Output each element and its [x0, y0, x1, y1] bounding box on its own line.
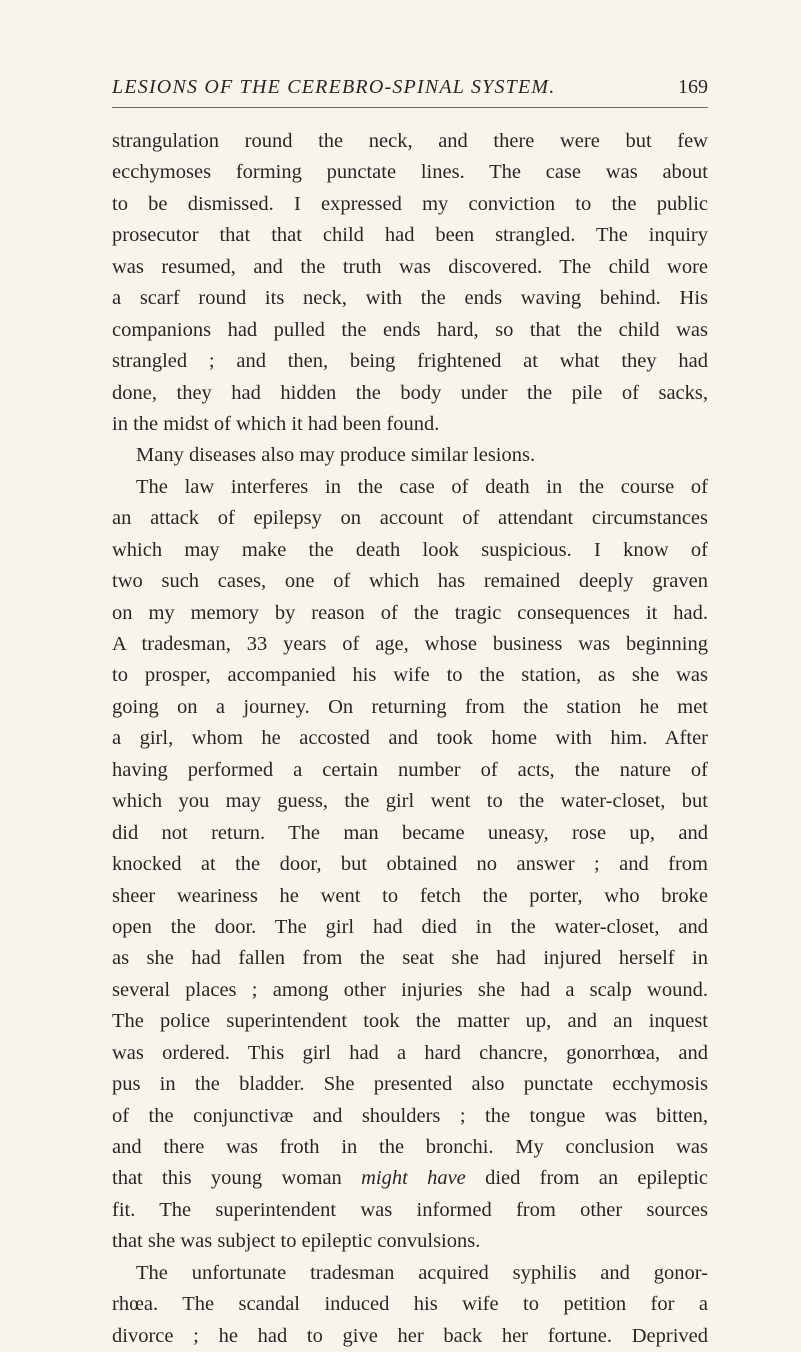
- emphasis: might have: [361, 1167, 466, 1190]
- text-line: to be dismissed. I expressed my conviction to the public: [112, 192, 708, 215]
- text-line: was ordered. This girl had a hard chancre, gonorrhœa, and: [112, 1041, 708, 1064]
- text-line: having performed a certain number of acts, the nature of: [112, 758, 708, 781]
- text-line: divorce ; he had to give her back her fortune. Deprived: [112, 1324, 708, 1347]
- text-line: prosecutor that that child had been strangled. The inquiry: [112, 224, 708, 247]
- text-line: on my memory by reason of the tragic consequences it had.: [112, 601, 708, 624]
- text-line: sheer weariness he went to fetch the porter, who broke: [112, 884, 708, 907]
- text-line: rhœa. The scandal induced his wife to petition for a: [112, 1293, 708, 1316]
- text-line: did not return. The man became uneasy, rose up, and: [112, 821, 708, 844]
- text-line: was resumed, and the truth was discovered. The child wore: [112, 255, 708, 278]
- body-text: [112, 126, 708, 1352]
- text-line: which you may guess, the girl went to the water-closet, but: [112, 790, 708, 813]
- text-line: done, they had hidden the body under the pile of sacks,: [112, 381, 708, 404]
- text-line: strangulation round the neck, and there were but few: [112, 130, 708, 152]
- text-line: The unfortunate tradesman acquired syphilis and gonor-: [136, 1261, 708, 1284]
- text-line: ecchymoses forming punctate lines. The case was about: [112, 161, 708, 184]
- book-page: [112, 76, 708, 1347]
- running-title: LESIONS OF THE CEREBRO-SPINAL SYSTEM.: [112, 76, 556, 98]
- text-line: as she had fallen from the seat she had injured herself in: [112, 947, 708, 970]
- text-line: A tradesman, 33 years of age, whose business was beginning: [112, 633, 708, 655]
- running-head: [112, 76, 708, 114]
- text-line: of the conjunctivæ and shoulders ; the tongue was bitten,: [112, 1104, 708, 1127]
- text-line: in the midst of which it had been found.: [112, 412, 440, 435]
- text-line: fit. The superintendent was informed from other sources: [112, 1198, 708, 1221]
- text-line: Many diseases also may produce similar lesions.: [136, 444, 536, 467]
- text-line: to prosper, accompanied his wife to the station, as she was: [112, 664, 708, 687]
- text-line: a girl, whom he accosted and took home with him. After: [112, 727, 708, 750]
- text-line: The law interferes in the case of death in the course of: [136, 475, 708, 498]
- text-line: that she was subject to epileptic convulsions.: [112, 1230, 481, 1253]
- text-line: knocked at the door, but obtained no answer ; and from: [112, 853, 708, 876]
- text-line: strangled ; and then, being frightened at what they had: [112, 350, 708, 373]
- header-rule: [112, 107, 708, 108]
- text-line: going on a journey. On returning from the station he met: [112, 695, 708, 718]
- text-line: two such cases, one of which has remained deeply graven: [112, 570, 708, 593]
- text-line: an attack of epilepsy on account of attendant circumstances: [112, 507, 708, 530]
- text-line: that this young woman might have died from an epileptic: [112, 1167, 708, 1190]
- text-line: The police superintendent took the matter up, and an inquest: [112, 1010, 708, 1033]
- text-line: and there was froth in the bronchi. My conclusion was: [112, 1136, 708, 1158]
- text-line: several places ; among other injuries she had a scalp wound.: [112, 978, 708, 1001]
- text-line: companions had pulled the ends hard, so that the child was: [112, 318, 708, 341]
- text-line: a scarf round its neck, with the ends waving behind. His: [112, 287, 708, 310]
- text-line: open the door. The girl had died in the water-closet, and: [112, 915, 708, 938]
- text-line: which may make the death look suspicious. I know of: [112, 538, 708, 561]
- text-line: pus in the bladder. She presented also punctate ecchymosis: [112, 1073, 708, 1096]
- page-number: 169: [678, 76, 708, 98]
